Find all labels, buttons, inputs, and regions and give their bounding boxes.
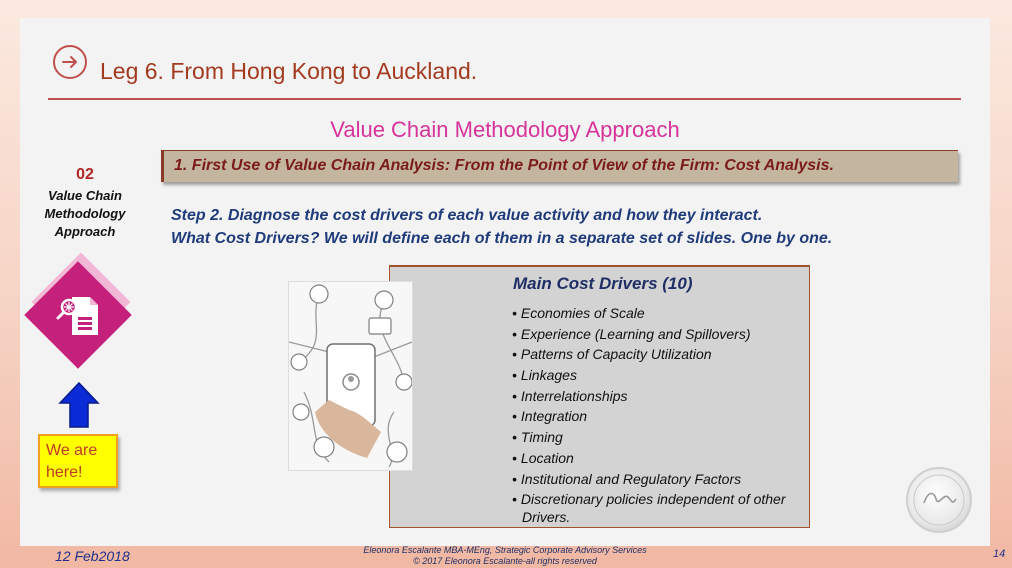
section-number: 02	[76, 166, 94, 183]
section-label-line: Methodology	[44, 206, 126, 221]
step-banner: 1. First Use of Value Chain Analysis: From the Point of View of the Firm: Cost Analysis.	[161, 150, 958, 182]
cost-drivers-list	[512, 304, 802, 526]
document-search-icon	[54, 289, 108, 343]
step-description	[171, 204, 832, 250]
page-number: 14	[993, 548, 1006, 560]
footer-line: Eleonora Escalante MBA-MEng, Strategic Corporate Advisory Services	[363, 545, 647, 555]
list-item: • Experience (Learning and Spillovers)	[512, 325, 802, 346]
we-are-here-callout	[38, 434, 118, 488]
section-diamond	[22, 253, 140, 371]
signature-seal-logo	[906, 467, 972, 533]
callout-line: here!	[46, 464, 83, 481]
section-label-line: Value Chain	[48, 188, 122, 203]
list-item: • Linkages	[512, 366, 802, 387]
up-arrow-icon	[58, 381, 100, 429]
list-item: • Economies of Scale	[512, 304, 802, 325]
list-item: • Location	[512, 449, 802, 470]
section-subtitle: Value Chain Methodology Approach	[330, 117, 680, 142]
title-divider	[48, 98, 961, 100]
arrow-circle-icon	[53, 45, 87, 79]
slide-date: 12 Feb2018	[55, 548, 130, 564]
list-item: • Integration	[512, 407, 802, 428]
section-label	[30, 187, 140, 241]
callout-line: We are	[46, 442, 98, 459]
step-line-2: What Cost Drivers? We will define each of them in a separate set of slides. One by one.	[171, 230, 833, 247]
slide-title: Leg 6. From Hong Kong to Auckland.	[100, 58, 478, 84]
list-item: • Timing	[512, 428, 802, 449]
footer-credits	[300, 545, 710, 567]
cost-drivers-title: Main Cost Drivers (10)	[513, 274, 693, 293]
list-item: • Interrelationships	[512, 387, 802, 408]
smartphone-network-image	[288, 281, 413, 471]
footer-line: © 2017 Eleonora Escalante-all rights reserved	[413, 556, 597, 566]
section-label-line: Approach	[54, 224, 116, 239]
step-line-1: Step 2. Diagnose the cost drivers of each value activity and how they interact.	[171, 207, 763, 224]
list-item: • Discretionary policies independent of other Drivers.	[512, 490, 802, 526]
list-item: • Institutional and Regulatory Factors	[512, 470, 802, 491]
list-item: • Patterns of Capacity Utilization	[512, 345, 802, 366]
